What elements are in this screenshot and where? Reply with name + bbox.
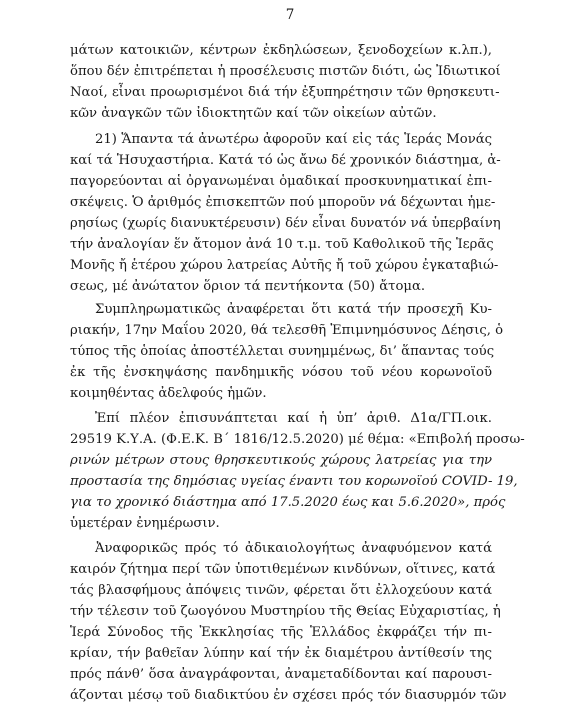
- text-line: σκέψεις. Ὁ ἀριθμός ἐπισκεπτῶν πού μποροῦν νά δέχωνται ἡμε-: [70, 195, 496, 210]
- text-line: 21) Ἅπαντα τά ἀνωτέρω ἀφοροῦν καί εἰς τάς Ἱεράς Μονάς: [95, 132, 492, 147]
- text-line: τήν ἀναλογίαν ἕν ἄτομον ἀνά 10 τ.μ. τοῦ Καθολικοῦ τῆς Ἱερᾶς: [70, 237, 494, 252]
- text-line: Συμπληρωματικῶς ἀναφέρεται ὅτι κατά τήν προσεχῆ Κυ-: [95, 302, 492, 317]
- text-line: ρησίως (χωρίς διανυκτέρευσιν) δέν εἶναι δυνατόν νά ὑπερβαίνη: [70, 216, 501, 231]
- text-line: τύπος τῆς ὁποίας ἀποστέλλεται συνημμένως, δι’ ἅπαντας τούς: [70, 344, 495, 359]
- text-line: μάτων κατοικιῶν, κέντρων ἐκδηλώσεων, ξενοδοχείων κ.λπ.),: [70, 43, 492, 58]
- text-line: Ἐπί πλέον ἐπισυνάπτεται καί ἡ ὑπ’ ἀριθ. Δ1α/ΓΠ.οικ.: [95, 411, 492, 426]
- text-line: τάς βλασφήμους ἀπόψεις τινῶν, φέρεται ὅτι ἐλλοχεύουν κατά: [70, 583, 492, 598]
- text-line: τήν τέλεσιν τοῦ ζωογόνου Μυστηρίου τῆς Θείας Εὐχαριστίας, ἡ: [70, 604, 501, 619]
- text-line: πρός πάνθ’ ὅσα ἀναγράφονται, ἀναμεταδίδονται καί παρουσι-: [70, 667, 492, 682]
- text-line: κοιμηθέντας ἀδελφούς ἡμῶν.: [70, 386, 267, 401]
- text-line: για το χρονικό διάστημα από 17.5.2020 έως και 5.6.2020», πρός: [70, 495, 506, 510]
- page-number: 7: [285, 7, 295, 23]
- text-line: Μονῆς ἤ ἑτέρου χώρου λατρείας Αὐτῆς ἤ τοῦ χώρου ἐγκαταβιώ-: [70, 258, 499, 273]
- text-line: καιρόν ζήτημα περί τῶν ὑποτιθεμένων κινδύνων, οἵτινες, κατά: [70, 562, 496, 577]
- text-line: κρίαν, τήν βαθεῖαν λύπην καί τήν ἐκ διαμέτρου ἀντίθεσίν της: [70, 646, 492, 661]
- text-line: Ἱερά Σύνοδος τῆς Ἐκκλησίας τῆς Ἑλλάδος ἐκφράζει τήν πι-: [70, 625, 492, 640]
- text-line: κῶν ἀναγκῶν τῶν ἰδιοκτητῶν καί τῶν οἰκείων αὐτῶν.: [70, 106, 437, 121]
- text-line: προστασία της δημόσιας υγείας έναντι του κορωνοϊού COVID- 19,: [70, 474, 518, 489]
- text-line: ὅπου δέν ἐπιτρέπεται ἡ προσέλευσις πιστῶν διότι, ὡς Ἰδιωτικοί: [70, 64, 501, 79]
- text-line: άζονται μέσῳ τοῦ διαδικτύου ἐν σχέσει πρός τόν διασυρμόν τῶν: [70, 688, 507, 703]
- text-line: ρινών μέτρων στους θρησκευτικούς χώρους λατρείας για την: [70, 453, 492, 468]
- text-line: Ἀναφορικῶς πρός τό ἀδικαιολογήτως ἀναφυόμενον κατά: [95, 541, 492, 556]
- text-line: ἐκ τῆς ἐνσκηψάσης πανδημικῆς νόσου τοῦ νέου κορωνοϊοῦ: [70, 365, 492, 380]
- text-line: ριακήν, 17ην Μαΐου 2020, θά τελεσθῆ Ἐπιμνημόσυνος Δέησις, ὁ: [70, 323, 504, 338]
- text-line: καί τά Ἡσυχαστήρια. Κατά τό ὡς ἄνω δέ χρονικόν διάστημα, ἀ-: [70, 153, 501, 168]
- text-line: ὑμετέραν ἐνημέρωσιν.: [70, 516, 220, 531]
- text-line: Ναοί, εἶναι προωρισμένοι διά τήν ἐξυπηρέτησιν τῶν θρησκευτι-: [70, 85, 500, 100]
- text-line: σεως, μέ ἀνώτατον ὅριον τά πεντήκοντα (50) ἄτομα.: [70, 279, 426, 294]
- text-line: 29519 Κ.Υ.Α. (Φ.Ε.Κ. Β΄ 1816/12.5.2020) μέ θέμα: «Επιβολή προσω-: [70, 432, 525, 447]
- text-line: παγορεύονται αἱ ὀργανωμέναι ὁμαδικαί προσκυνηματικαί ἐπι-: [70, 174, 492, 189]
